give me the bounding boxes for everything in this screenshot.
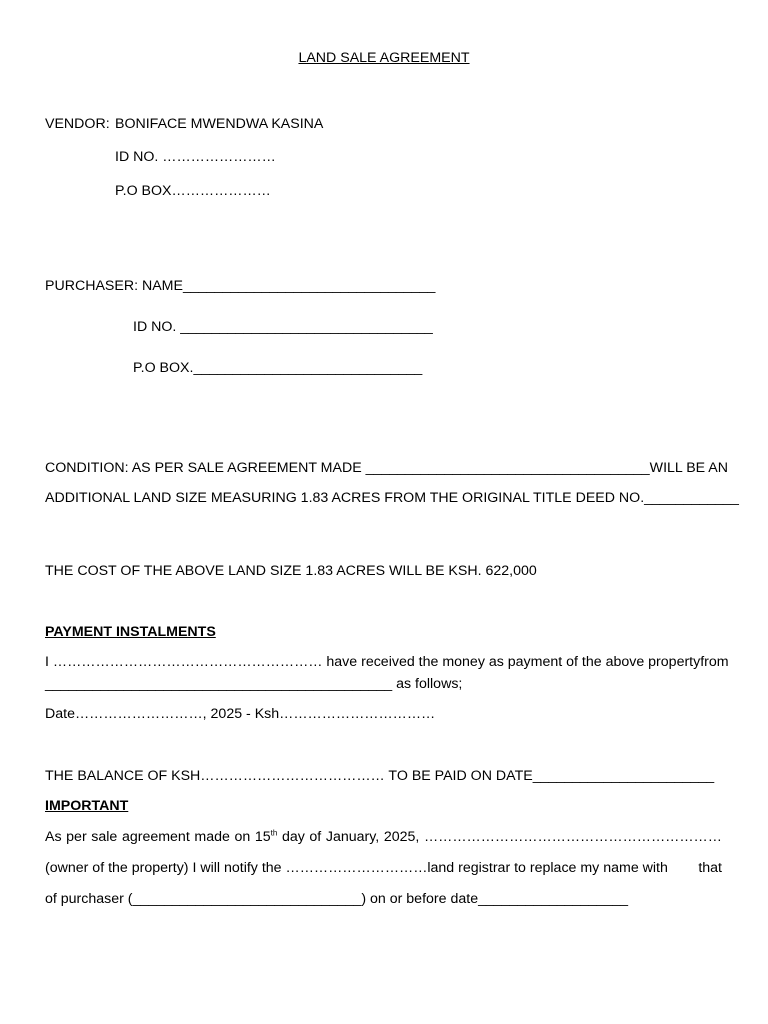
important-line-2-left: (owner of the property) I will notify the …………………………land registrar to replace my name with bbox=[45, 860, 668, 876]
important-word: As bbox=[45, 829, 62, 845]
condition-line-1 bbox=[45, 459, 728, 477]
condition-line-2: ADDITIONAL LAND SIZE MEASURING 1.83 ACRES FROM THE ORIGINAL TITLE DEED NO.____________ bbox=[45, 490, 739, 506]
balance-line: THE BALANCE OF KSH………………………………… TO BE PAID ON DATE_______________________ bbox=[45, 768, 715, 784]
important-word: per bbox=[66, 829, 87, 845]
important-word: January, bbox=[325, 829, 380, 845]
important-heading: IMPORTANT bbox=[45, 798, 129, 814]
important-line-3: of purchaser (_____________________________) on or before date___________________ bbox=[45, 891, 628, 907]
day-number: 15 bbox=[254, 829, 271, 845]
important-word: ……………………………………………………… bbox=[423, 829, 722, 845]
payment-line-1-right: from bbox=[700, 654, 729, 670]
vendor-label: VENDOR: bbox=[45, 116, 110, 132]
payment-heading: PAYMENT INSTALMENTS bbox=[45, 624, 216, 640]
payment-line-2: ____________________________________________ as follows; bbox=[45, 676, 463, 692]
payment-date-line: Date………………………, 2025 - Ksh…………………………… bbox=[45, 706, 436, 722]
day-ordinal bbox=[255, 828, 277, 846]
payment-line-1-left: I ………………………………………………… have received the money as payment of the above property bbox=[45, 654, 701, 670]
vendor-name: BONIFACE MWENDWA KASINA bbox=[115, 116, 324, 132]
document-title: LAND SALE AGREEMENT bbox=[298, 50, 470, 66]
vendor-pobox: P.O BOX………………… bbox=[115, 183, 271, 199]
purchaser-pobox: P.O BOX._____________________________ bbox=[133, 360, 423, 376]
important-word: made bbox=[194, 829, 230, 845]
important-line-1 bbox=[45, 828, 722, 846]
important-word: 2025, bbox=[383, 829, 420, 845]
condition-line-1-left: CONDITION: AS PER SALE AGREEMENT MADE ____________________________________ bbox=[45, 460, 650, 476]
purchaser-id: ID NO. ________________________________ bbox=[133, 319, 433, 335]
vendor-id: ID NO. …………………… bbox=[115, 149, 276, 165]
important-word: on bbox=[234, 829, 251, 845]
purchaser-name: PURCHASER: NAME________________________________ bbox=[45, 278, 436, 294]
important-line-2 bbox=[45, 859, 722, 877]
cost-statement: THE COST OF THE ABOVE LAND SIZE 1.83 ACRES WILL BE KSH. 622,000 bbox=[45, 563, 537, 579]
condition-line-1-right: WILL BE AN bbox=[649, 460, 728, 476]
important-word: of bbox=[309, 829, 322, 845]
day-suffix: th bbox=[270, 828, 278, 838]
payment-line-1 bbox=[45, 653, 729, 671]
important-word: day bbox=[281, 829, 305, 845]
important-line-2-right: that bbox=[698, 860, 722, 876]
important-word: agreement bbox=[121, 829, 190, 845]
important-word: sale bbox=[91, 829, 118, 845]
